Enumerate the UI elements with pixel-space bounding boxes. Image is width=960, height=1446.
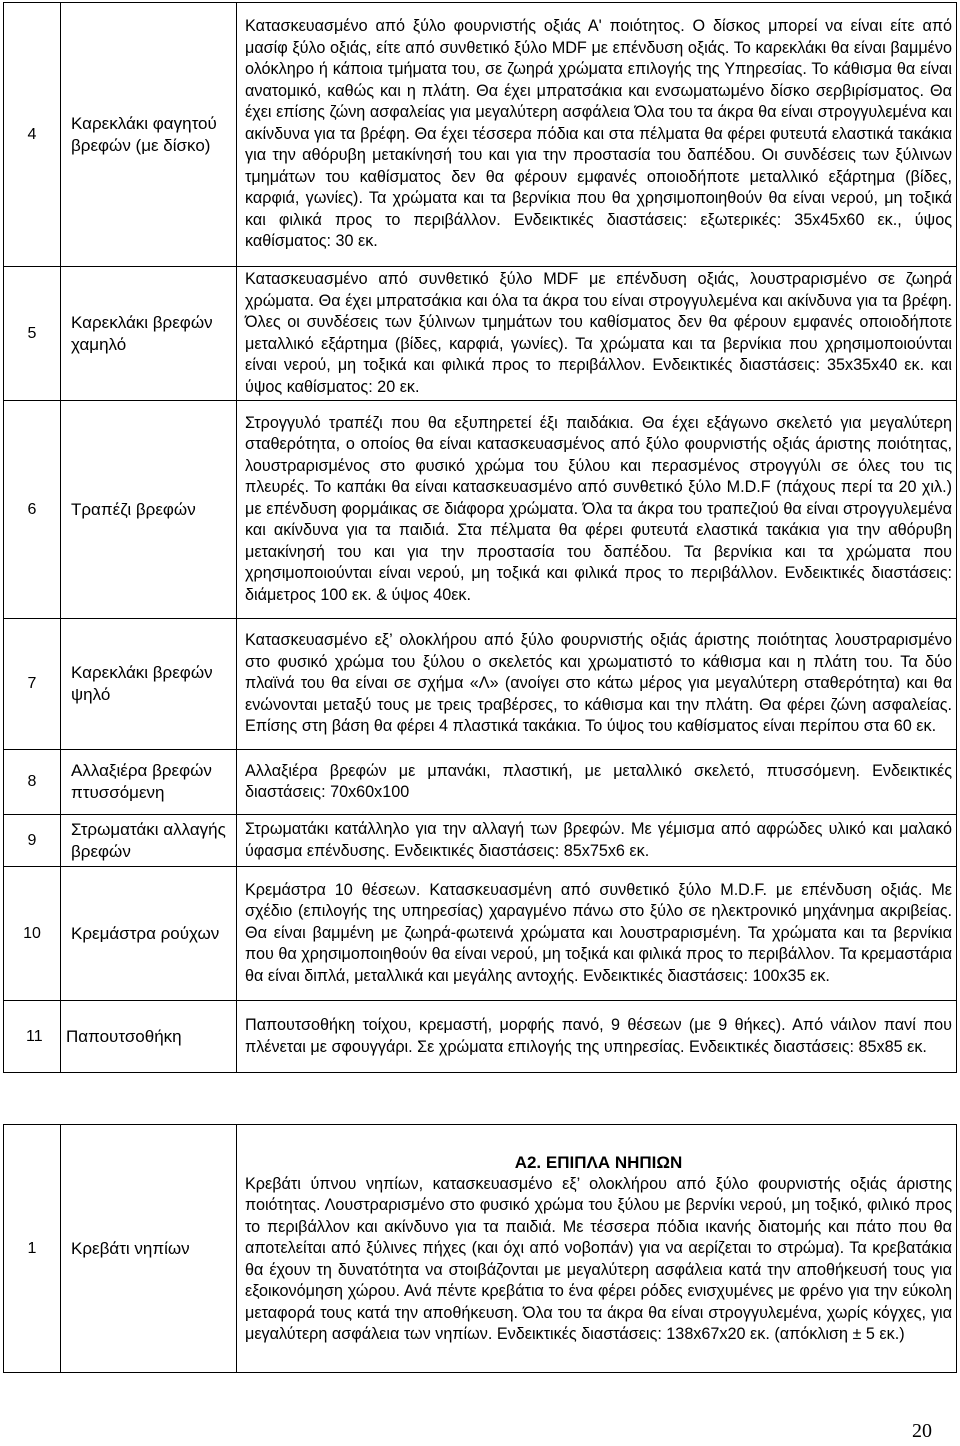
item-description: Κατασκευασμένο από συνθετικό ξύλο MDF με επένδυση οξιάς, λουστραρισμένο σε ζωηρά χρώματα. Θα έχει μπρατσάκια και όλα τα άκρα του είναι στρογγυλεμένα και ακίνδυνα για τα βρέφη. Όλες οι συνδέσεις των ξύλινων τμημάτων του καθίσματος δεν θα φέρουν εμφανές οποιοδήποτε μεταλλικό εξάρτημα (βίδες, καρφιά, γωνίες). Τα χρώματα και τα βερνίκια που χρησιμοποιούνται είναι νερού, μη τοξικά και φιλικά προς το περιβάλλον. Ενδεικτικές διαστάσεις: 35x35x40 εκ. και ύψος καθίσματος: 20 εκ. [237, 267, 957, 401]
row-number: 1 [4, 1125, 61, 1373]
row-number: 6 [4, 401, 61, 619]
item-description-cell [237, 1125, 957, 1373]
furniture-spec-table [3, 2, 957, 1073]
item-description: Αλλαξιέρα βρεφών με μπανάκι, πλαστική, με μεταλλικό σκελετό, πτυσσόμενη. Ενδεικτικές διαστάσεις: 70x60x100 [237, 750, 957, 815]
item-name: Καρεκλάκι βρεφών χαμηλό [61, 267, 237, 401]
row-number: 8 [4, 750, 61, 815]
row-number: 7 [4, 619, 61, 750]
toddler-furniture-table [3, 1124, 957, 1373]
table-row [4, 867, 957, 1001]
item-description: Κρεμάστρα 10 θέσεων. Κατασκευασμένη από συνθετικό ξύλο M.D.F. με επένδυση οξιάς. Με σχέδιο (επιλογής της υπηρεσίας) χαραγμένο πάνω στο ξύλο σε ηλεκτρονικό μηχάνημα ακριβείας. Θα είναι βαμμένη με ζωηρά-φωτεινά χρώματα και λουστραρισμένη. Τα χρώματα και τα βερνίκια που θα χρησιμοποιηθούν θα είναι νερού, μη τοξικά και φιλικά προς το περιβάλλον. Τα κρεμαστάρια θα είναι διπλά, μεταλλικά και μεγάλης αντοχής. Ενδεικτικές διαστάσεις: 100x35 εκ. [237, 867, 957, 1001]
item-name: Καρεκλάκι βρεφών ψηλό [61, 619, 237, 750]
item-name: Αλλαξιέρα βρεφών πτυσσόμενη [61, 750, 237, 815]
table-row [4, 619, 957, 750]
table-row [4, 815, 957, 867]
item-description: Στρογγυλό τραπέζι που θα εξυπηρετεί έξι παιδάκια. Θα έχει εξάγωνο σκελετό για μεγαλύτερη σταθερότητα, ο οποίος θα είναι κατασκευασμένος από ξύλο φουρνιστής οξιάς άριστης ποιότητας, λουστραρισμένος στο φυσικό χρώμα του ξύλου και περασμένος στρογγύλι σε όλες του τις πλευρές. Το καπάκι θα είναι κατασκευασμένο από συνθετικό ξύλο M.D.F (πάχους περί τα 20 χιλ.) με επένδυση φορμάικας σε διάφορα χρώματα. Όλα τα άκρα του τραπεζιού θα είναι στρογγυλεμένα και ακίνδυνα για τα παιδιά. Στα πέλματα θα φέρει φυτευτά ελαστικά τακάκια για την αθόρυβη μετακίνησή του και για την προστασία του δαπέδου. Τα βερνίκια και τα χρώματα που χρησιμοποιούνται είναι νερού, μη τοξικά και φιλικά προς το περιβάλλον. Ενδεικτικές διαστάσεις: διάμετρος 100 εκ. & ύψος 40εκ. [237, 401, 957, 619]
item-description: Στρωματάκι κατάλληλο για την αλλαγή των βρεφών. Με γέμισμα από αφρώδες υλικό και μαλακό ύφασμα επένδυσης. Ενδεικτικές διαστάσεις: 85x75x6 εκ. [237, 815, 957, 867]
item-description: Κατασκευασμένο εξ’ ολοκλήρου από ξύλο φουρνιστής οξιάς άριστης ποιότητας λουστραρισμένο στο φυσικό χρώμα του ξύλου ο σκελετός και χρωματιστό το κάθισμα και η πλάτη του. Τα δύο πλαϊνά του θα είναι σε σχήμα «Λ» (ανοίγει στο κάτω μέρος για μεγαλύτερη σταθερότητα) και θα ενώνονται μεταξύ τους με τρεις τραβέρσες, το κάθισμα και την πλάτη. Θα φέρει ζώνη ασφαλείας. Επίσης στη βάση θα φέρει 4 πλαστικά τακάκια. Το ύψος του καθίσματος είναι περίπου στα 60 εκ. [237, 619, 957, 750]
table-row [4, 750, 957, 815]
item-description: Κρεβάτι ύπνου νηπίων, κατασκευασμένο εξ’ ολοκλήρου από ξύλο φουρνιστής οξιάς άριστης ποιότητας. Λουστραρισμένο στο φυσικό χρώμα του ξύλου με βερνίκι νερού, μη τοξικό, φιλικό προς το περιβάλλον και ακίνδυνο για τα παιδιά. Με τέσσερα πόδια ικανής διατομής και πάτο που θα αποτελείται από ξύλινες πήχες (και όχι από νοβοπάν) για να αερίζεται το στρώμα). Τα κρεβατάκια θα έχουν τη δυνατότητα να στοιβάζονται με μεγαλύτερη ασφάλεια κατά την αποθήκευσή τους για εξοικονόμηση χώρου. Ανά πέντε κρεβάτια το ένα φέρει ρόδες ενισχυμένες με φρένο για την εύκολη μεταφορά τους κατά την αποθήκευση. Όλα του τα άκρα θα είναι στρογγυλεμένα, χωρίς κόγχες, για μεγαλύτερη ασφάλεια των νηπίων. Ενδεικτικές διαστάσεις: 138x67x20 εκ. (απόκλιση ± 5 εκ.) [245, 1174, 952, 1343]
table-row [4, 1001, 957, 1073]
row-number: 10 [4, 867, 61, 1001]
row-number: 5 [4, 267, 61, 401]
item-name: Παπουτσοθήκη [61, 1001, 237, 1073]
item-name: Κρεβάτι νηπίων [61, 1125, 237, 1373]
section-title: Α2. ΕΠΙΠΛΑ ΝΗΠΙΩΝ [514, 1152, 683, 1172]
page-number: 20 [912, 1420, 932, 1442]
table-row [4, 3, 957, 267]
row-number: 11 [4, 1001, 61, 1073]
table-row [4, 1125, 957, 1373]
item-description: Κατασκευασμένο από ξύλο φουρνιστής οξιάς Α' ποιότητος. Ο δίσκος μπορεί να είναι είτε από μασίφ ξύλο οξιάς, είτε από συνθετικό ξύλο MDF με επένδυση οξιάς. Το καρεκλάκι θα είναι βαμμένο ολόκληρο ή κάποια τμήματα του, σε ζωηρά χρώματα επιλογής της Υπηρεσίας. Το κάθισμα θα είναι ανατομικό, καθώς και η πλάτη. Θα έχει μπρατσάκια και ενσωματωμένο δίσκο σερβιρίσματος. Θα έχει επίσης ζώνη ασφαλείας για μεγαλύτερη ασφάλεια Όλα του τα άκρα θα είναι στρογγυλεμένα και ακίνδυνα για τα βρέφη. Θα έχει τέσσερα πόδια και στα πέλματα θα φέρει φυτευτά ελαστικά τακάκια για την αθόρυβη μετακίνησή του και για την προστασία του δαπέδου. Οι συνδέσεις των ξύλινων τμημάτων του καθίσματος δεν θα φέρουν εμφανές οποιοδήποτε μεταλλικό εξάρτημα (βίδες, καρφιά, γωνίες). Τα χρώματα και τα βερνίκια που θα χρησιμοποιηθούν θα είναι νερού, μη τοξικά και φιλικά προς το περιβάλλον. Ενδεικτικές διαστάσεις: εξωτερικές: 35x45x60 εκ., ύψος καθίσματος: 30 εκ. [237, 3, 957, 267]
item-name: Στρωματάκι αλλαγής βρεφών [61, 815, 237, 867]
item-name: Καρεκλάκι φαγητού βρεφών (με δίσκο) [61, 3, 237, 267]
item-name: Τραπέζι βρεφών [61, 401, 237, 619]
row-number: 4 [4, 3, 61, 267]
item-name: Κρεμάστρα ρούχων [61, 867, 237, 1001]
item-description: Παπουτσοθήκη τοίχου, κρεμαστή, μορφής πανό, 9 θέσεων (με 9 θήκες). Από νάιλον πανί που πλένεται με σφουγγάρι. Σε χρώματα επιλογής της υπηρεσίας. Ενδεικτικές διαστάσεις: 85x85 εκ. [237, 1001, 957, 1073]
row-number: 9 [4, 815, 61, 867]
table-row [4, 401, 957, 619]
table-row [4, 267, 957, 401]
